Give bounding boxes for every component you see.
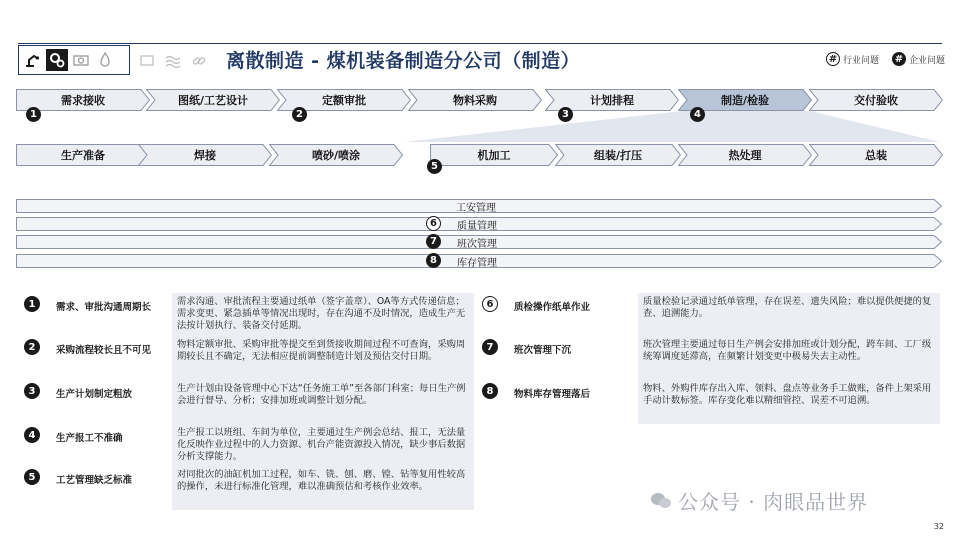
issue-number-badge: 1 xyxy=(24,296,40,312)
step-number-badge: 1 xyxy=(26,107,41,122)
issue-title: 工艺管理缺乏标准 xyxy=(56,475,133,486)
sub-step xyxy=(809,144,943,166)
issue-description: 需求沟通、审批流程主要通过纸单（签字盖章）、OA等方式传递信息；需求变更、紧急插单等情况出现时，存在沟通不及时情况，造成生产无法按计划执行、装备交付延期。 xyxy=(172,293,474,337)
watermark-text: 公众号 · 肉眼品世界 xyxy=(678,490,869,514)
issue-description: 物料、外购件库存出入库、领料、盘点等业务手工做账，备件上架采用手动计数标签。库存变化难以精细管控、误差不可追溯。 xyxy=(638,380,940,424)
bar-label: 库存管理 xyxy=(457,257,497,269)
process-step-label: 物料采购 xyxy=(453,94,497,107)
issue-number-badge: 6 xyxy=(482,296,498,312)
issue-item xyxy=(24,380,474,424)
sub-step-label: 总装 xyxy=(865,149,887,162)
sub-step xyxy=(678,144,812,166)
issue-number-badge: 5 xyxy=(24,469,40,485)
page-title: 离散制造 - 煤机装备制造分公司（制造） xyxy=(226,50,581,72)
management-bar xyxy=(16,254,942,268)
process-step-label: 交付验收 xyxy=(854,94,898,107)
hash-outline-icon: # xyxy=(826,52,840,66)
process-step-label: 图纸/工艺设计 xyxy=(177,94,249,107)
sub-step xyxy=(138,144,272,166)
issue-number-badge: 7 xyxy=(482,339,498,355)
bar-number-badge: 7 xyxy=(426,234,441,249)
issue-title: 采购流程较长且不可见 xyxy=(56,345,152,356)
issue-item xyxy=(24,466,474,510)
sub-step-label: 焊接 xyxy=(194,149,216,162)
sub-step xyxy=(555,144,681,166)
sub-step-label: 机加工 xyxy=(477,149,511,162)
issue-number-badge: 2 xyxy=(24,339,40,355)
issue-title: 生产报工不准确 xyxy=(56,433,123,444)
sub-step xyxy=(430,144,558,166)
legend-enterprise-label: 企业问题 xyxy=(909,55,946,66)
process-step-label: 定额审批 xyxy=(322,94,366,107)
hash-filled-icon: # xyxy=(892,52,906,66)
step-number-badge: 2 xyxy=(292,107,307,122)
sub-step xyxy=(16,144,150,166)
management-bar xyxy=(16,217,942,231)
sub-step-label: 生产准备 xyxy=(61,149,105,162)
watermark xyxy=(650,486,868,515)
bar-number-badge: 8 xyxy=(426,253,441,268)
issue-title: 班次管理下沉 xyxy=(514,345,572,356)
management-bar xyxy=(16,235,942,249)
expand-funnel xyxy=(0,0,960,160)
step-number-badge: 5 xyxy=(427,159,442,174)
issue-item xyxy=(24,293,474,337)
bar-label: 工安管理 xyxy=(456,202,496,214)
process-step-label: 制造/检验 xyxy=(720,94,770,107)
process-step xyxy=(408,89,542,111)
issue-item xyxy=(482,336,940,380)
process-step xyxy=(809,89,943,111)
issue-item xyxy=(482,293,940,337)
process-step-label: 需求接收 xyxy=(61,94,105,107)
step-number-badge: 3 xyxy=(558,107,573,122)
issue-description: 对同批次的油缸机加工过程，如车、铣、刨、磨、镗、钻等复用性较高的操作，未进行标准化管理，难以准确预估和考核作业效率。 xyxy=(172,466,474,510)
issue-description: 生产报工以班组、车间为单位，主要通过生产例会总结、报工，无法量化反映作业过程中的人力资源、机台产能资源投入情况，缺少事后数据分析支撑能力。 xyxy=(172,424,474,468)
bar-label: 班次管理 xyxy=(457,238,497,250)
issue-description: 物料定额审批、采购审批等提交至到货接收期间过程不可查询，采购周期较长且不确定，无法相应提前调整制造计划及预估交付日期。 xyxy=(172,336,474,380)
issue-title: 生产计划制定粗放 xyxy=(56,389,133,400)
page-number: 32 xyxy=(933,522,944,531)
sub-step xyxy=(269,144,403,166)
issue-number-badge: 8 xyxy=(482,383,498,399)
issue-title: 质检操作纸单作业 xyxy=(514,302,591,313)
issue-item xyxy=(482,380,940,424)
issue-description: 生产计划由设备管理中心下达“任务施工单”至各部门科室；每日生产例会进行督导、分析；安排加班或调整计划分配。 xyxy=(172,380,474,424)
process-step xyxy=(146,89,280,111)
issue-title: 需求、审批沟通周期长 xyxy=(56,302,152,313)
wechat-icon xyxy=(650,491,672,511)
sub-step-label: 喷砂/喷涂 xyxy=(311,149,361,162)
issue-title: 物料库存管理落后 xyxy=(514,389,591,400)
bar-number-badge: 6 xyxy=(426,216,441,231)
issue-item xyxy=(24,336,474,380)
legend-industry-label: 行业问题 xyxy=(843,55,880,66)
sub-step-label: 热处理 xyxy=(728,149,762,162)
issue-description: 班次管理主要通过每日生产例会安排加班或计划分配，跨车间、工厂级统筹调度延滞高，在频繁计划变更中极易失去主动性。 xyxy=(638,336,940,380)
issue-item xyxy=(24,424,474,468)
sub-step-label: 组装/打压 xyxy=(593,149,643,162)
issue-number-badge: 4 xyxy=(24,427,40,443)
process-step-label: 计划排程 xyxy=(590,94,634,107)
step-number-badge: 4 xyxy=(690,107,705,122)
bar-label: 质量管理 xyxy=(457,220,497,232)
issue-number-badge: 3 xyxy=(24,383,40,399)
management-bar xyxy=(16,199,942,213)
issue-description: 质量检验记录通过纸单管理，存在误差、遗失风险；难以提供便捷的复查、追溯能力。 xyxy=(638,293,940,337)
